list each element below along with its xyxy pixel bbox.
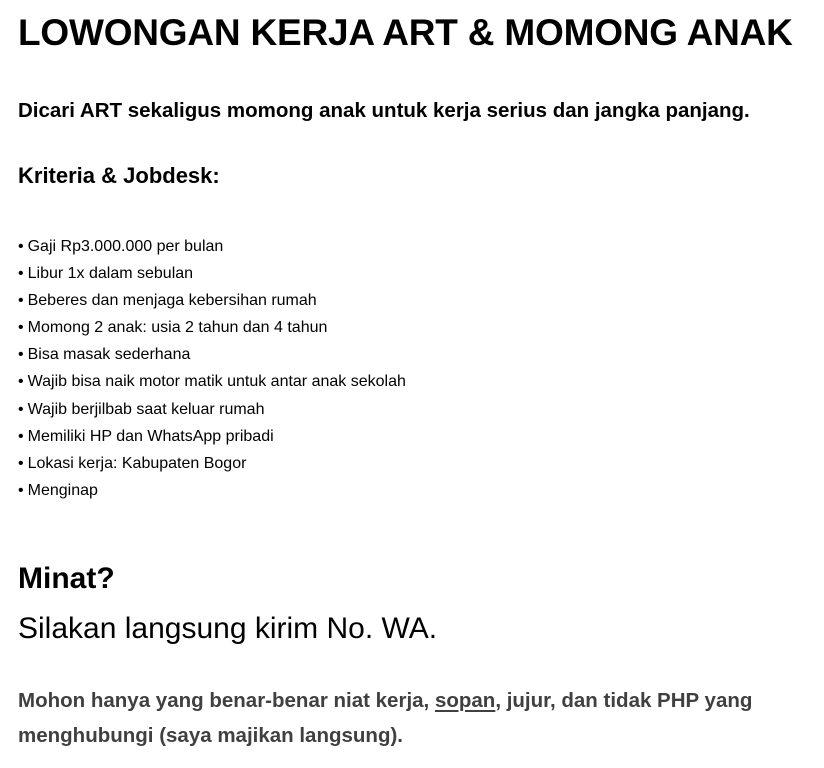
criteria-item-text: Wajib berjilbab saat keluar rumah: [27, 400, 265, 418]
criteria-item-text: Libur 1x dalam sebulan: [27, 265, 194, 283]
criteria-item-text: Menginap: [27, 481, 98, 499]
bullet-icon: •: [18, 427, 24, 445]
criteria-item: [18, 426, 406, 453]
criteria-heading: Kriteria & Jobdesk:: [18, 163, 220, 188]
criteria-item: [18, 290, 406, 317]
page-title: LOWONGAN KERJA ART & MOMONG ANAK: [18, 12, 793, 53]
note-text-part2: , jujur, dan tidak PHP yang menghubungi (saya majikan langsung).: [18, 689, 753, 747]
criteria-list: [18, 236, 406, 507]
criteria-item: [18, 317, 406, 344]
criteria-item-text: Momong 2 anak: usia 2 tahun dan 4 tahun: [27, 319, 328, 337]
criteria-item-text: Memiliki HP dan WhatsApp pribadi: [27, 427, 274, 445]
bullet-icon: •: [18, 346, 24, 364]
criteria-item: [18, 344, 406, 371]
bullet-icon: •: [18, 265, 24, 283]
criteria-item: [18, 263, 406, 290]
bullet-icon: •: [18, 454, 24, 472]
criteria-item: [18, 453, 406, 480]
bullet-icon: •: [18, 373, 24, 391]
criteria-item-text: Gaji Rp3.000.000 per bulan: [27, 238, 224, 255]
criteria-item: [18, 399, 406, 426]
minat-heading: Minat?: [18, 562, 115, 595]
bullet-icon: •: [18, 319, 24, 337]
applicant-note: [18, 683, 808, 753]
criteria-item-text: Beberes dan menjaga kebersihan rumah: [27, 292, 317, 310]
criteria-item-text: Lokasi kerja: Kabupaten Bogor: [27, 454, 247, 472]
criteria-item: [18, 480, 406, 507]
bullet-icon: •: [18, 481, 24, 499]
note-text-part1: Mohon hanya yang benar-benar niat kerja,: [18, 689, 435, 712]
bullet-icon: •: [18, 400, 24, 418]
criteria-item: [18, 371, 406, 398]
criteria-item: [18, 236, 406, 263]
job-summary: Dicari ART sekaligus momong anak untuk kerja serius dan jangka panjang.: [18, 99, 750, 122]
bullet-icon: •: [18, 292, 24, 310]
note-underlined-word: sopan: [434, 689, 496, 712]
criteria-item-text: Wajib bisa naik motor matik untuk antar anak sekolah: [27, 373, 406, 391]
contact-instruction: Silakan langsung kirim No. WA.: [18, 612, 438, 645]
criteria-item-text: Bisa masak sederhana: [27, 346, 191, 364]
bullet-icon: •: [18, 238, 24, 255]
